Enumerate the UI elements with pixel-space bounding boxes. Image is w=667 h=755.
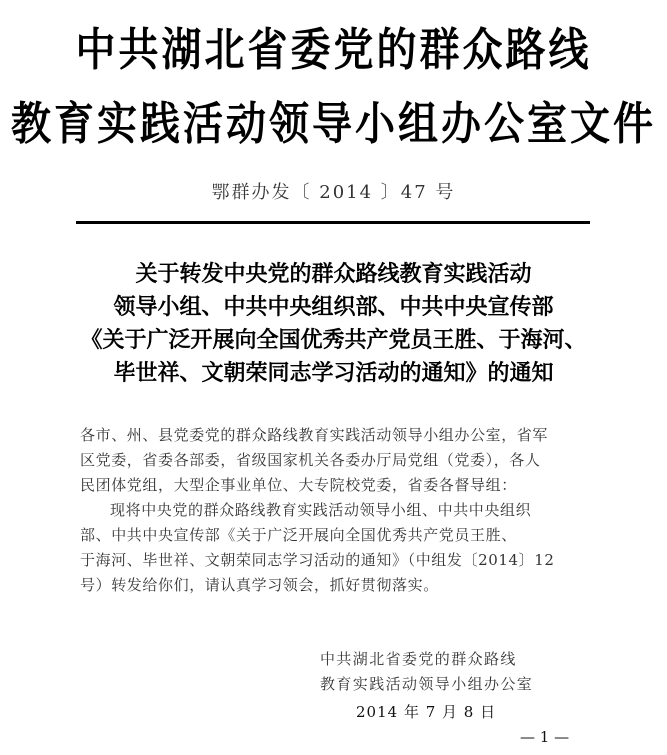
- addressee-line-3: 民团体党组，大型企事业单位、大专院校党委，省委各督导组：: [80, 476, 517, 494]
- signature-line-1: 中共湖北省委党的群众路线: [320, 650, 517, 668]
- signature-date: 2014 年 7 月 8 日: [356, 703, 497, 721]
- body-paragraph-line-4: 号）转发给你们，请认真学习领会，抓好贯彻落实。: [80, 576, 439, 594]
- body-paragraph-line-1: 现将中央党的群众路线教育实践活动领导小组、中共中央组织: [110, 501, 532, 519]
- signature-line-2: 教育实践活动领导小组办公室: [320, 675, 534, 693]
- addressee-line-1: 各市、州、县党委党的群众路线教育实践活动领导小组办公室，省军: [80, 426, 549, 444]
- title-line-4: 毕世祥、文朝荣同志学习活动的通知》的通知: [113, 360, 554, 386]
- title-line-2: 领导小组、中共中央组织部、中共中央宣传部: [113, 294, 554, 320]
- addressee-line-2: 区党委，省委各部委，省级国家机关各委办厅局党组（党委），各人: [80, 451, 541, 469]
- header-divider-rule: [76, 221, 590, 224]
- body-paragraph-line-2: 部、中共中央宣传部《关于广泛开展向全国优秀共产党员王胜、: [80, 526, 517, 544]
- page-number: — 1 —: [520, 728, 570, 746]
- document-body: [80, 423, 600, 598]
- title-line-1: 关于转发中央党的群众路线教育实践活动: [135, 261, 532, 287]
- document-number: 鄂群办发〔 2014 〕47 号: [211, 182, 456, 203]
- document-title: [30, 258, 637, 390]
- body-paragraph-line-3: 于海河、毕世祥、文朝荣同志学习活动的通知》（中组发〔2014〕12: [80, 551, 555, 569]
- document-header-line-1: 中共湖北省委党的群众路线: [75, 23, 592, 77]
- document-header-line-2: 教育实践活动领导小组办公室文件: [11, 97, 656, 151]
- title-line-3: 《关于广泛开展向全国优秀共产党员王胜、于海河、: [80, 327, 587, 353]
